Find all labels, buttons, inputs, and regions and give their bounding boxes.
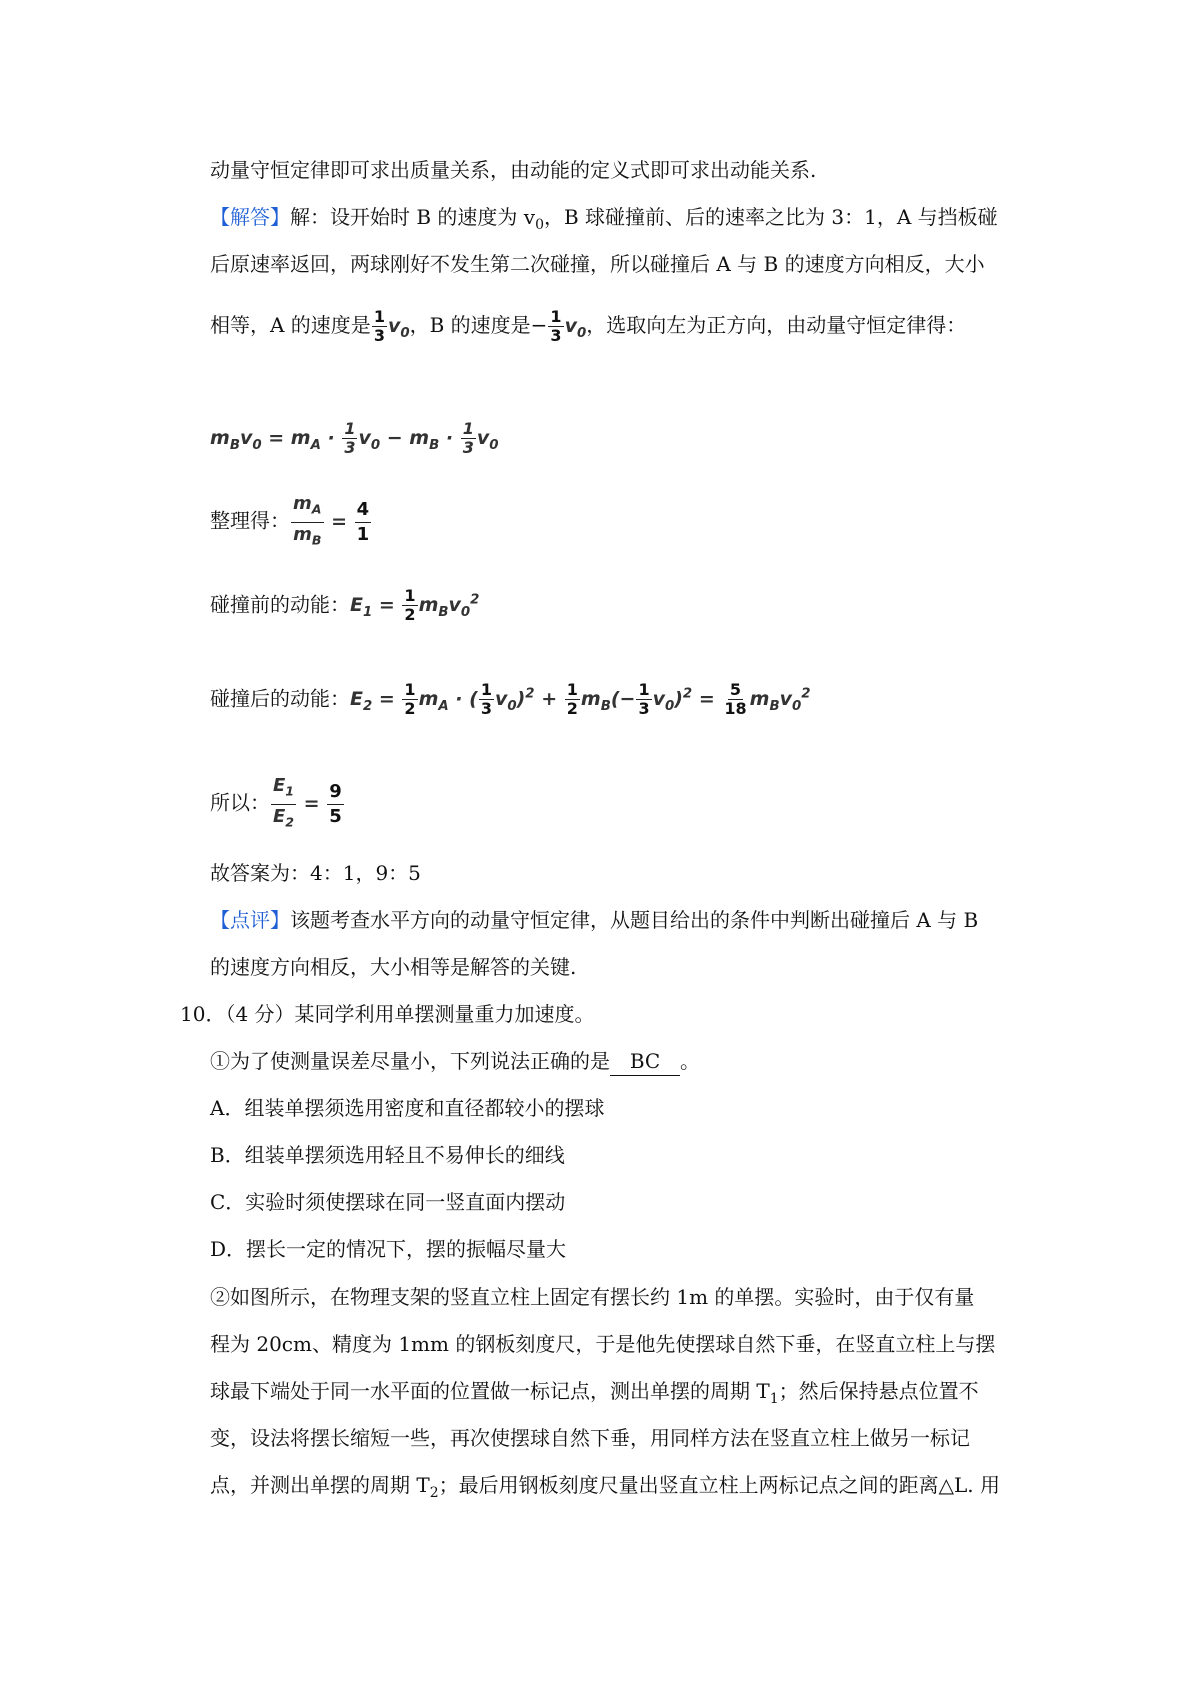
- text-segment: 相等，A 的速度是: [210, 313, 371, 337]
- text-line: 变，设法将摆长缩短一些，再次使摆球自然下垂，用同样方法在竖直立柱上做另一标记: [210, 1426, 970, 1450]
- text-line: [210, 1377, 979, 1413]
- text-line: 碰撞前的动能：$E_1$ = $\frac{1}{2}$ $m_Bv_0^2$: [210, 586, 480, 625]
- text-segment: 整理得：: [210, 508, 290, 533]
- fraction: $\frac{E_1}{E_2}$: [273, 775, 295, 830]
- fraction: $\frac{1}{2}$: [404, 586, 416, 625]
- solution-line: [210, 203, 998, 239]
- text-segment: ；然后保持悬点位置不: [778, 1379, 979, 1403]
- text-segment: ①为了使测量误差尽量小，下列说法正确的是: [210, 1049, 610, 1073]
- text-segment: ，B 的速度是−: [409, 313, 548, 337]
- text-line: ②如图所示，在物理支架的竖直立柱上固定有摆长约 1m 的单摆。实验时，由于仅有量: [210, 1285, 975, 1309]
- option-d: D．摆长一定的情况下，摆的振幅尽量大: [210, 1237, 567, 1261]
- text-segment: ；最后用钢板刻度尺量出竖直立柱上两标记点之间的距离△L. 用: [438, 1473, 1001, 1497]
- text-line: 后原速率返回，两球刚好不发生第二次碰撞，所以碰撞后 A 与 B 的速度方向相反，大小: [210, 252, 985, 276]
- option-b: B．组装单摆须选用轻且不易伸长的细线: [210, 1143, 565, 1167]
- text-segment: 所以：: [210, 790, 270, 815]
- momentum-equation: $m_Bv_0 = m_A$ · $\frac{1}{3}$ $v_0 - m_B$ · $\frac{1}{3}$ $v_0$: [210, 419, 499, 457]
- text-segment: 。: [680, 1049, 700, 1073]
- subscript: 0: [535, 217, 544, 233]
- answer-blank: BC: [610, 1047, 680, 1076]
- answer-line: 故答案为：4：1，9：5: [210, 861, 421, 885]
- comment-line: [210, 906, 978, 934]
- text-segment: ，选取向左为正方向，由动量守恒定律得：: [586, 313, 967, 337]
- solution-tag: 【解答】: [210, 205, 290, 229]
- option-c: C．实验时须使摆球在同一竖直面内摆动: [210, 1190, 566, 1214]
- fraction: $\frac{m_A}{m_B}$: [293, 493, 322, 548]
- text-line: 动量守恒定律即可求出质量关系，由动能的定义式即可求出动能关系.: [210, 158, 817, 182]
- text-line: 的速度方向相反，大小相等是解答的关键.: [210, 955, 577, 979]
- text-line: [210, 1471, 1000, 1507]
- text-segment: 碰撞前的动能：: [210, 592, 350, 617]
- text-segment: 点，并测出单摆的周期 T: [210, 1473, 430, 1497]
- subscript: 1: [769, 1391, 779, 1407]
- text-line: 所以： $\frac{E_1}{E_2}$ = $\frac{9}{5}$: [210, 774, 345, 834]
- question-title: 10．（4 分）某同学利用单摆测量重力加速度。: [180, 1002, 595, 1026]
- fraction: $\frac{1}{3}$: [550, 307, 562, 345]
- text-segment: 碰撞后的动能：: [210, 686, 350, 711]
- text-line: 整理得： $\frac{m_A}{m_B}$ = $\frac{4}{1}$: [210, 492, 372, 552]
- text-line: 碰撞后的动能：$E_2$ = $\frac{1}{2}$ $m_A$ · ( $\frac{1}{3}$ $v_0)^2$ + $\frac{1}{2}$ $m_B(-$ $\frac{1}{3}$ $v_0)^2$ = $\frac{5}{18}$ $m_Bv_0^2$: [210, 680, 811, 719]
- option-a: A．组装单摆须选用密度和直径都较小的摆球: [210, 1096, 605, 1120]
- fraction: $\frac{9}{5}$: [329, 780, 342, 827]
- comment-tag: 【点评】: [210, 908, 290, 932]
- text-line: 程为 20cm、精度为 1mm 的钢板刻度尺，于是他先使摆球自然下垂，在竖直立柱上与摆: [210, 1332, 996, 1356]
- subscript: 2: [429, 1485, 439, 1501]
- text-segment: ，B 球碰撞前、后的速率之比为 3：1，A 与挡板碰: [544, 205, 998, 229]
- text-segment: 该题考查水平方向的动量守恒定律，从题目给出的条件中判断出碰撞后 A 与 B: [290, 908, 979, 932]
- text-segment: 球最下端处于同一水平面的位置做一标记点，测出单摆的周期 T: [210, 1379, 770, 1403]
- text-segment: 解：设开始时 B 的速度为 v: [290, 205, 536, 229]
- text-line: 相等，A 的速度是 $\frac{1}{3}$ $v_0$，B 的速度是− $\frac{1}{3}$ $v_0$，选取向左为正方向，由动量守恒定律得：: [210, 307, 967, 345]
- fraction: $\frac{1}{3}$: [373, 307, 385, 345]
- text-line: [210, 1047, 700, 1076]
- fraction: $\frac{4}{1}$: [356, 498, 370, 545]
